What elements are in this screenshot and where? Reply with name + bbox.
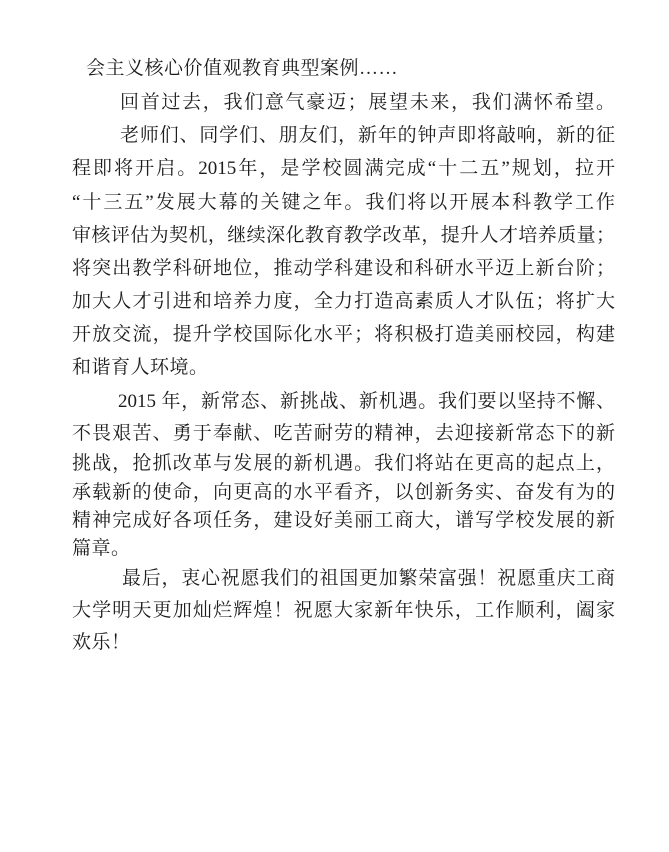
doc-line: 2015 年，新常态、新挑战、新机遇。我们要以坚持不懈、: [118, 391, 615, 412]
doc-line: 不畏艰苦、勇于奉献、吃苦耐劳的精神，去迎接新常态下的新: [72, 423, 615, 444]
doc-line: 会主义核心价值观教育典型案例……: [86, 58, 399, 79]
doc-line: 篇章。: [72, 538, 131, 559]
doc-line: 开放交流，提升学校国际化水平；将积极打造美丽校园，构建: [72, 324, 615, 345]
doc-line: 精神完成好各项任务，建设好美丽工商大，谱写学校发展的新: [72, 510, 615, 531]
doc-line: “十三五”发展大幕的关键之年。我们将以开展本科教学工作: [72, 192, 615, 213]
doc-line: 大学明天更加灿烂辉煌！祝愿大家新年快乐，工作顺利，阖家: [72, 600, 615, 621]
doc-line: 和谐育人环境。: [72, 357, 209, 378]
doc-line: 审核评估为契机，继续深化教育教学改革，提升人才培养质量；: [72, 225, 615, 246]
doc-line: 程即将开启。2015年，是学校圆满完成“十二五”规划，拉开: [72, 158, 615, 179]
doc-line: 加大人才引进和培养力度，全力打造高素质人才队伍；将扩大: [72, 291, 615, 312]
doc-line: 承载新的使命，向更高的水平看齐，以创新务实、奋发有为的: [72, 482, 615, 503]
doc-line: 最后，衷心祝愿我们的祖国更加繁荣富强！祝愿重庆工商: [122, 568, 615, 589]
doc-line: 老师们、同学们、朋友们，新年的钟声即将敲响，新的征: [120, 125, 615, 146]
doc-line: 挑战，抢抓改革与发展的新机遇。我们将站在更高的起点上，: [72, 453, 615, 474]
doc-line: 欢乐！: [72, 632, 131, 653]
doc-line: 将突出教学科研地位，推动学科建设和科研水平迈上新台阶；: [72, 258, 615, 279]
doc-line: 回首过去，我们意气豪迈；展望未来，我们满怀希望。: [120, 92, 615, 113]
